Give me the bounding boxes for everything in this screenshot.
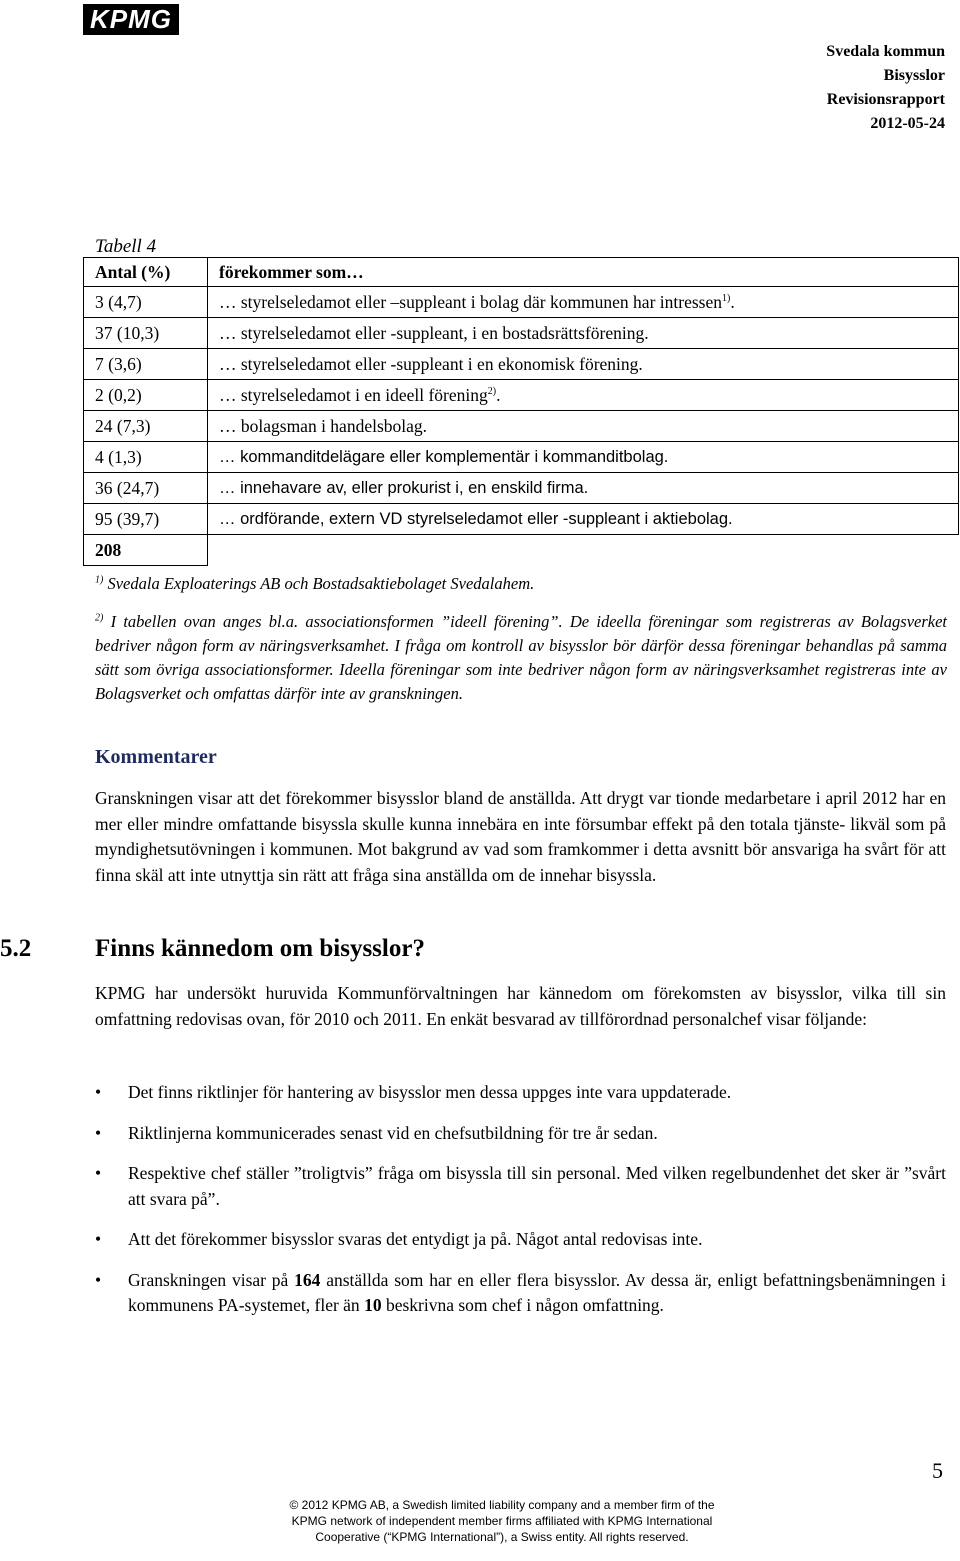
footer-line: Cooperative (“KPMG International”), a Swiss entity. All rights reserved. — [315, 1530, 689, 1544]
footnote-text: I tabellen ovan anges bl.a. associationsformen ”ideell förening”. De ideella föreningar som registreras av Bolagsverket bedriver någon form av näringsverksamhet. I fråga om kontroll av bisysslor bör därför dessa föreningar behandlas på samma sätt som övriga associationsformer. Ideella föreningar som inte bedriver någon form av näringsverksamhet registreras inte av Bolagsverket och omfattas därför inte av granskningen. — [95, 612, 947, 703]
row-desc-end: . — [496, 384, 501, 405]
list-item — [95, 1268, 946, 1319]
emphasis-number: 164 — [294, 1269, 321, 1290]
bullet-icon: • — [95, 1122, 102, 1143]
table-header-row — [84, 258, 959, 287]
copyright-footer — [285, 1497, 719, 1545]
row-desc-end: . — [730, 291, 735, 312]
header-meta — [826, 40, 945, 136]
table-cell-count: 24 (7,3) — [84, 411, 208, 442]
table-caption: Tabell 4 — [95, 236, 157, 257]
table-row — [84, 442, 959, 473]
header-org: Svedala kommun — [826, 43, 945, 60]
table-cell-desc — [208, 380, 959, 411]
header-date: 2012-05-24 — [870, 115, 945, 132]
footnote-text: Svedala Exploaterings AB och Bostadsaktiebolaget Svedalahem. — [107, 574, 535, 593]
section-title: Finns kännedom om bisysslor? — [95, 935, 425, 962]
row-desc-text: … styrelseledamot i en ideell förening — [219, 384, 488, 405]
footnote-mark: 2) — [95, 612, 104, 624]
findings-list — [95, 1080, 946, 1334]
page-number: 5 — [932, 1458, 943, 1483]
list-item-text: Riktlinjerna kommunicerades senast vid en chefsutbildning för tre år sedan. — [128, 1122, 658, 1143]
footnote-mark: 1) — [95, 574, 104, 586]
table-cell-desc: … bolagsman i handelsbolag. — [208, 411, 959, 442]
table-row — [84, 287, 959, 318]
table-cell-desc: … styrelseledamot eller -suppleant i en ekonomisk förening. — [208, 349, 959, 380]
kpmg-logo: KPMG — [83, 4, 179, 35]
footer-line: KPMG network of independent member firms affiliated with KPMG International — [291, 1514, 713, 1528]
footnote-ref: 2) — [487, 385, 497, 397]
list-item-text — [128, 1270, 946, 1316]
list-item-text: Det finns riktlinjer för hantering av bisysslor men dessa uppges inte vara uppdaterade. — [128, 1082, 732, 1102]
header-topic: Bisysslor — [883, 67, 945, 84]
table-cell-desc: … styrelseledamot eller -suppleant, i en bostadsrättsförening. — [208, 318, 959, 349]
list-item — [95, 1161, 946, 1212]
table-cell-desc: … ordförande, extern VD styrelseledamot eller -suppleant i aktiebolag. — [208, 504, 959, 535]
table-cell-desc: … innehavare av, eller prokurist i, en enskild firma. — [208, 473, 959, 504]
table-header-cell: Antal (%) — [84, 258, 208, 287]
footnote-1 — [95, 574, 534, 594]
text-part: anställda som har en eller flera bisysslor. Av dessa är, enligt befattningsbenämningen i kommunens PA-systemet, fler än — [128, 1269, 946, 1315]
kommentarer-heading: Kommentarer — [95, 746, 217, 768]
table-cell-count: 7 (3,6) — [84, 349, 208, 380]
table-row — [84, 380, 959, 411]
footnote-2 — [95, 610, 947, 706]
text-part: beskrivna som chef i någon omfattning. — [381, 1295, 664, 1315]
section-intro-paragraph: KPMG har undersökt huruvida Kommunförvaltningen har kännedom om förekomsten av bisysslor, vilka till sin omfattning redovisas ovan, för 2010 och 2011. En enkät besvarad av tillförordnad personalchef visar följande: — [95, 983, 946, 1029]
list-item — [95, 1080, 946, 1106]
table-total-row — [84, 535, 959, 566]
table-cell-count: 37 (10,3) — [84, 318, 208, 349]
table-cell-count: 95 (39,7) — [84, 504, 208, 535]
table-header-cell: förekommer som… — [208, 258, 959, 287]
list-item — [95, 1227, 946, 1253]
table-cell-count: 36 (24,7) — [84, 473, 208, 504]
bullet-icon: • — [95, 1082, 102, 1102]
table-cell-desc — [208, 287, 959, 318]
text-part: Granskningen visar på — [128, 1269, 295, 1290]
table-total-empty — [208, 535, 959, 566]
list-item-text: Att det förekommer bisysslor svaras det entydigt ja på. Något antal redovisas inte. — [128, 1229, 703, 1249]
row-desc-text: … styrelseledamot eller –suppleant i bolag där kommunen har intressen — [219, 291, 722, 312]
footnote-ref: 1) — [722, 292, 731, 304]
bullet-icon: • — [95, 1229, 102, 1249]
table-row — [84, 473, 959, 504]
kommentarer-paragraph: Granskningen visar att det förekommer bisysslor bland de anställda. Att drygt var tionde medarbetare i april 2012 har en mer eller mindre omfattande bisyssla skulle kunna innebära en inte försumbar effekt på den totala tjänste- likväl som på myndighetsutövningen i kommunen. Mot bakgrund av vad som framkommer i detta avsnitt bör ansvariga ha svårt för att finna skäl att inte utnyttja sin rätt att fråga sina anställda om de innehar bisyssla. — [95, 788, 946, 885]
table-cell-desc: … kommanditdelägare eller komplementär i kommanditbolag. — [208, 442, 959, 473]
header-report-type: Revisionsrapport — [826, 91, 945, 108]
table-row — [84, 504, 959, 535]
table-total-cell: 208 — [84, 535, 208, 566]
table-row — [84, 411, 959, 442]
list-item-text: Respektive chef ställer ”troligtvis” fråga om bisyssla till sin personal. Med vilken regelbundenhet det sker är ”svårt att svara på”. — [128, 1163, 946, 1209]
emphasis-number: 10 — [364, 1295, 382, 1315]
footer-line: © 2012 KPMG AB, a Swedish limited liability company and a member firm of the — [289, 1498, 715, 1512]
table-cell-count: 4 (1,3) — [84, 442, 208, 473]
section-number: 5.2 — [0, 935, 32, 962]
bullet-icon: • — [95, 1163, 102, 1183]
bisysslor-table — [83, 257, 959, 566]
table-row — [84, 349, 959, 380]
bullet-icon: • — [95, 1269, 102, 1290]
table-row — [84, 318, 959, 349]
table-cell-count: 2 (0,2) — [84, 380, 208, 411]
table-cell-count: 3 (4,7) — [84, 287, 208, 318]
list-item — [95, 1121, 946, 1147]
